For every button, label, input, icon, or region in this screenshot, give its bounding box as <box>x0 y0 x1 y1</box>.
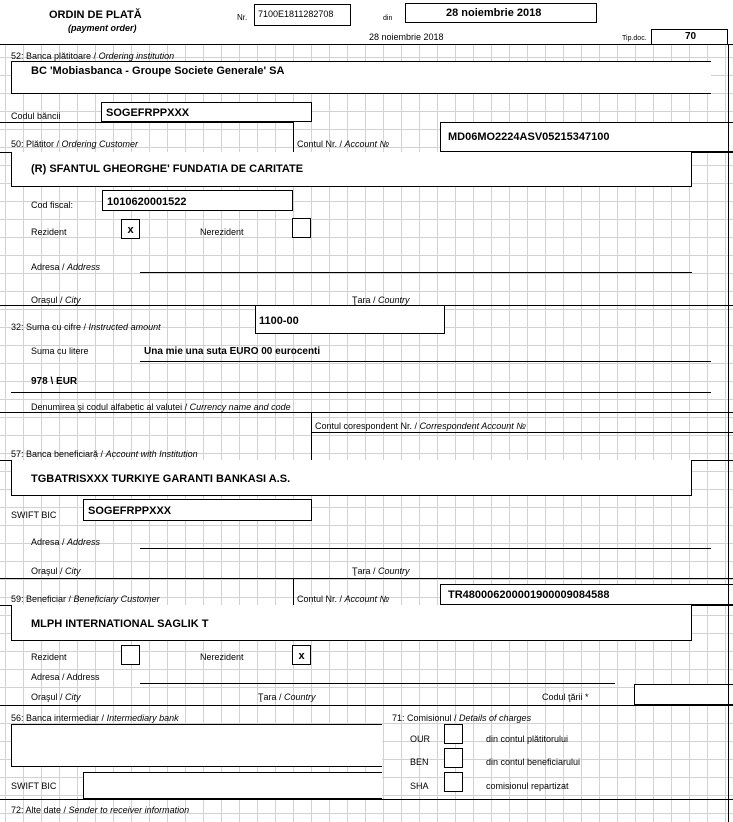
ben-resident-label: Rezident <box>31 652 67 662</box>
charge-ben-code: BEN <box>410 757 429 767</box>
correspondent-line <box>311 432 733 433</box>
right-border <box>728 44 729 822</box>
divider-6 <box>0 578 733 579</box>
charge-sha-code: SHA <box>410 781 429 791</box>
intermediary-swift-label: SWIFT BIC <box>11 781 57 791</box>
currency-line <box>11 392 711 393</box>
header-divider <box>0 44 733 45</box>
address-label: Adresa / Address <box>31 262 101 272</box>
bank-code-field <box>101 102 312 122</box>
fiscal-value: 1010620001522 <box>107 196 187 208</box>
ordering-customer-label: 50: Plătitor / Ordering Customer <box>11 139 139 149</box>
intermediary-swift-field <box>83 772 382 799</box>
ordering-account-field <box>440 122 733 152</box>
ben-name-value: MLPH INTERNATIONAL SAGLIK T <box>31 618 209 630</box>
charge-sha-text: comisionul repartizat <box>486 781 569 791</box>
ordering-name-field <box>11 152 692 187</box>
tipdoc-value: 70 <box>685 31 697 42</box>
ordering-name-value: (R) SFANTUL GHEORGHE' FUNDATIA DE CARITATE <box>31 163 304 175</box>
charge-our-text: din contul plătitorului <box>486 734 569 744</box>
ben-nonresident-checkbox[interactable]: x <box>292 645 311 665</box>
nonresident-checkbox[interactable] <box>292 218 311 238</box>
charge-our-checkbox[interactable] <box>444 724 463 744</box>
other-label: 72: Alte date / Sender to receiver information <box>11 805 190 815</box>
ordering-institution-value: BC 'Mobiasbanca - Groupe Societe Generale' SA <box>31 65 285 77</box>
bb-country-label: Ţara / Country <box>352 566 410 576</box>
beneficiary-bank-value: TGBATRISXXX TURKIYE GARANTI BANKASI A.S. <box>31 473 291 485</box>
ordering-account-label: Contul Nr. / Account № <box>297 139 390 149</box>
beneficiary-label: 59: Beneficiar / Beneficiary Customer <box>11 594 160 604</box>
beneficiary-bank-field <box>11 460 692 496</box>
ben-nonresident-label: Nerezident <box>200 652 244 662</box>
date-small: 28 noiembrie 2018 <box>369 32 444 42</box>
tipdoc-field <box>651 29 728 44</box>
bb-address-label: Adresa / Address <box>31 537 101 547</box>
amount-words-label: Suma cu litere <box>31 346 89 356</box>
tipdoc-label: Tip.doc. <box>622 35 647 42</box>
bank-code-label: Codul băncii <box>11 111 61 121</box>
divider-8 <box>0 705 733 706</box>
country-code-field <box>634 684 733 705</box>
page-title: ORDIN DE PLATĂ <box>49 9 142 21</box>
swift-value: SOGEFRPPXXX <box>88 505 172 517</box>
nr-label: Nr. <box>237 13 248 22</box>
ordering-institution-field <box>11 61 711 94</box>
ben-address-label: Adresa / Address <box>31 672 100 682</box>
ordering-account-value: MD06MO2224ASV05215347100 <box>448 131 610 143</box>
divider-1 <box>0 122 293 123</box>
charges-label: 71: Comisionul / Details of charges <box>392 713 532 723</box>
ben-city-label: Oraşul / City <box>31 692 81 702</box>
divider-9 <box>0 799 733 800</box>
correspondent-divider <box>311 412 312 460</box>
charge-ben-text: din contul beneficiarului <box>486 757 581 767</box>
ben-resident-checkbox[interactable] <box>121 645 140 665</box>
divider-4 <box>0 412 733 413</box>
charge-our-code: OUR <box>410 734 430 744</box>
date-field <box>405 3 597 23</box>
ben-name-field <box>11 605 692 641</box>
bb-city-label: Oraşul / City <box>31 566 81 576</box>
country-code-label: Codul ţării * <box>542 692 589 702</box>
intermediary-label: 56: Banca intermediar / Intermediary bank <box>11 713 179 723</box>
ben-account-divider <box>293 578 294 605</box>
din-label: din <box>383 15 393 22</box>
intermediary-field <box>11 724 382 767</box>
ben-country-label: Ţara / Country <box>258 692 316 702</box>
page-subtitle: (payment order) <box>68 23 137 33</box>
charge-ben-checkbox[interactable] <box>444 748 463 768</box>
account-divider <box>293 122 294 152</box>
nr-value: 7100E1811282708 <box>258 9 334 19</box>
nonresident-label: Nerezident <box>200 227 244 237</box>
country-label: Ţara / Country <box>352 295 410 305</box>
city-label: Orașul / City <box>31 295 81 305</box>
ben-address-line <box>140 683 615 684</box>
amount-field <box>255 305 445 334</box>
fiscal-field <box>102 190 293 211</box>
fiscal-label: Cod fiscal: <box>31 200 74 210</box>
resident-label: Rezident <box>31 227 67 237</box>
nr-field <box>254 4 351 26</box>
beneficiary-bank-label: 57: Banca beneficiară / Account with Institution <box>11 449 198 459</box>
bb-address-line <box>140 548 711 549</box>
correspondent-label: Contul corespondent Nr. / Correspondent Account № <box>315 421 527 431</box>
ben-account-label: Contul Nr. / Account № <box>297 594 390 604</box>
date-value: 28 noiembrie 2018 <box>446 7 542 19</box>
address-line <box>140 272 692 273</box>
swift-field <box>83 499 312 521</box>
ben-account-field <box>440 584 733 605</box>
amount-words-value: Una mie una suta EURO 00 eurocenti <box>144 346 321 357</box>
amount-label: 32: Suma cu cifre / Instructed amount <box>11 322 161 332</box>
swift-label: SWIFT BIC <box>11 510 57 520</box>
ordering-institution-label: 52: Banca plătitoare / Ordering institution <box>11 51 175 61</box>
bank-code-value: SOGEFRPPXXX <box>106 107 190 119</box>
currency-label: Denumirea şi codul alfabetic al valutei / Currency name and code <box>31 402 291 412</box>
resident-checkbox[interactable]: x <box>121 219 140 239</box>
ben-account-value: TR480006200001900009084588 <box>448 589 610 601</box>
charge-sha-checkbox[interactable] <box>444 772 463 792</box>
amount-words-line <box>140 361 711 362</box>
amount-value: 1100-00 <box>259 315 299 327</box>
currency-value: 978 \ EUR <box>31 376 78 387</box>
